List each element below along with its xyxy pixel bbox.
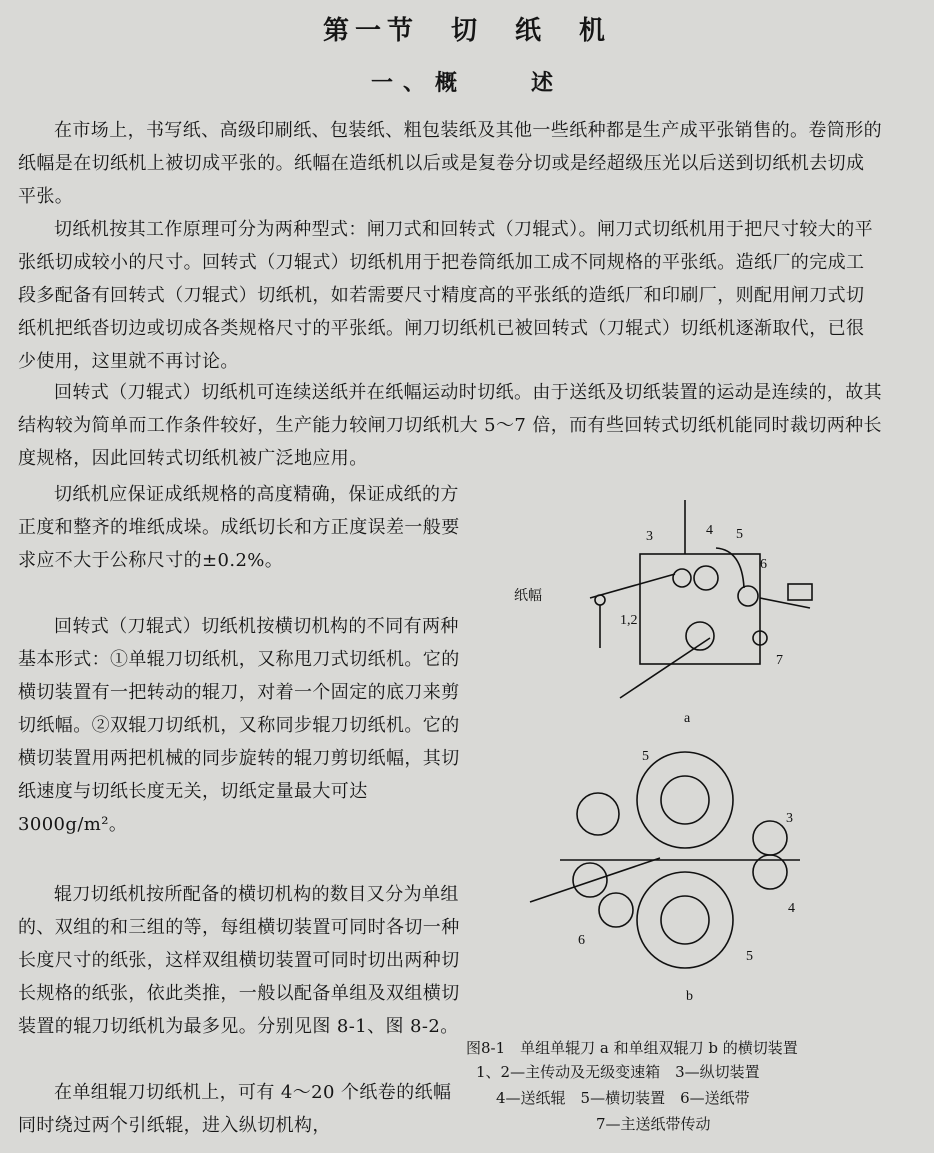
cutter-drum	[738, 586, 758, 606]
delivery-unit	[788, 584, 812, 600]
figure-8-1	[470, 488, 890, 1048]
figure-caption-title: 图8-1 单组单辊刀 a 和单组双辊刀 b 的横切装置	[466, 1039, 798, 1057]
paragraph-1: 在市场上，书写纸、高级印刷纸、包装纸、粗包装纸及其他一些纸种都是生产成平张销售的。卷筒形的纸幅是在切纸机上被切成平张的。纸幅在造纸机以后或是复卷分切或是经超级压光以后送到切纸机去切成平张。	[18, 120, 882, 207]
feed-roll-b2	[573, 863, 607, 897]
section-title: 第一节 切 纸 机	[322, 16, 611, 46]
label-b-6: 6	[578, 933, 585, 948]
feed-roll-b3	[599, 893, 633, 927]
label-b-4: 4	[788, 901, 795, 916]
paragraph-5: 回转式（刀辊式）切纸机按横切机构的不同有两种基本形式：①单辊刀切纸机，又称甩刀式切纸机。它的横切装置有一把转动的辊刀，对着一个固定的底刀来剪切纸幅。②双辊刀切纸机，又称同步辊刀切纸机。它的横切装置用两把机械的同步旋转的辊刀剪切纸幅，其切纸速度与切纸长度无关，切纸定量最大可达3000g/m²。	[18, 616, 460, 835]
label-b-5-bottom: 5	[746, 949, 753, 964]
label-sub-b: b	[686, 989, 693, 1004]
feed-roll	[694, 566, 718, 590]
slitter-roll	[673, 569, 691, 587]
label-b-3: 3	[786, 811, 793, 826]
feed-roll-b4	[753, 821, 787, 855]
feed-roll-b1	[577, 793, 619, 835]
drive-pulley	[686, 622, 714, 650]
diagram-b	[530, 752, 800, 968]
upper-knife-drum	[637, 752, 733, 848]
figure-legend-line-1: 1、2—主传动及无级变速箱 3—纵切装置	[476, 1063, 760, 1081]
paragraph-6: 辊刀切纸机按所配备的横切机构的数目又分为单组的、双组的和三组的等，每组横切装置可同时各切一种长度尺寸的纸张，这样双组横切装置可同时切出两种切长规格的纸张，依此类推，一般以配备单组及双组横切装置的辊刀切纸机为最多见。分别见图 8-1、图 8-2。	[18, 884, 460, 1037]
paragraph-4: 切纸机应保证成纸规格的高度精确，保证成纸的方正度和整齐的堆纸成垛。成纸切长和方正度误差一般要求应不大于公称尺寸的±0.2%。	[18, 484, 460, 571]
guide-roll	[595, 595, 605, 605]
figure-legend-line-2: 4—送纸辊 5—横切装置 6—送纸带	[496, 1089, 750, 1107]
paper-web-line	[590, 574, 675, 598]
cross-cutter-diagram	[470, 488, 890, 1048]
upper-drum-hub	[661, 776, 709, 824]
label-5: 5	[736, 527, 743, 542]
label-7: 7	[776, 653, 783, 668]
lower-knife-drum	[637, 872, 733, 968]
label-4: 4	[706, 523, 713, 538]
subsection-title: 一、概 述	[370, 70, 563, 96]
label-1-2: 1,2	[620, 613, 638, 628]
paragraph-7: 在单组辊刀切纸机上，可有 4～20 个纸卷的纸幅同时绕过两个引纸辊，进入纵切机构，	[18, 1082, 452, 1136]
diagram-a	[590, 500, 812, 698]
label-sub-a: a	[684, 711, 691, 726]
lower-drum-hub	[661, 896, 709, 944]
belt-line	[530, 858, 660, 902]
drive-belt	[620, 638, 710, 698]
label-b-5-top: 5	[642, 749, 649, 764]
figure-legend-line-3: 7—主送纸带传动	[596, 1115, 711, 1133]
label-paper-web: 纸幅	[514, 589, 542, 604]
label-3: 3	[646, 529, 653, 544]
paragraph-2: 切纸机按其工作原理可分为两种型式：闸刀式和回转式（刀辊式）。闸刀式切纸机用于把尺寸较大的平张纸切成较小的尺寸。回转式（刀辊式）切纸机用于把卷筒纸加工成不同规格的平张纸。造纸厂的完成工段多配备有回转式（刀辊式）切纸机，如若需要尺寸精度高的平张纸的造纸厂和印刷厂，则配用闸刀式切纸机把纸沓切边或切成各类规格尺寸的平张纸。闸刀切纸机已被回转式（刀辊式）切纸机逐渐取代，已很少使用，这里就不再讨论。	[18, 219, 873, 372]
paragraph-3: 回转式（刀辊式）切纸机可连续送纸并在纸幅运动时切纸。由于送纸及切纸装置的运动是连续的，故其结构较为简单而工作条件较好，生产能力较闸刀切纸机大 5～7 倍，而有些回转式切纸机能同时裁切两种长度规格，因此回转式切纸机被广泛地应用。	[18, 382, 882, 469]
label-6: 6	[760, 557, 767, 572]
